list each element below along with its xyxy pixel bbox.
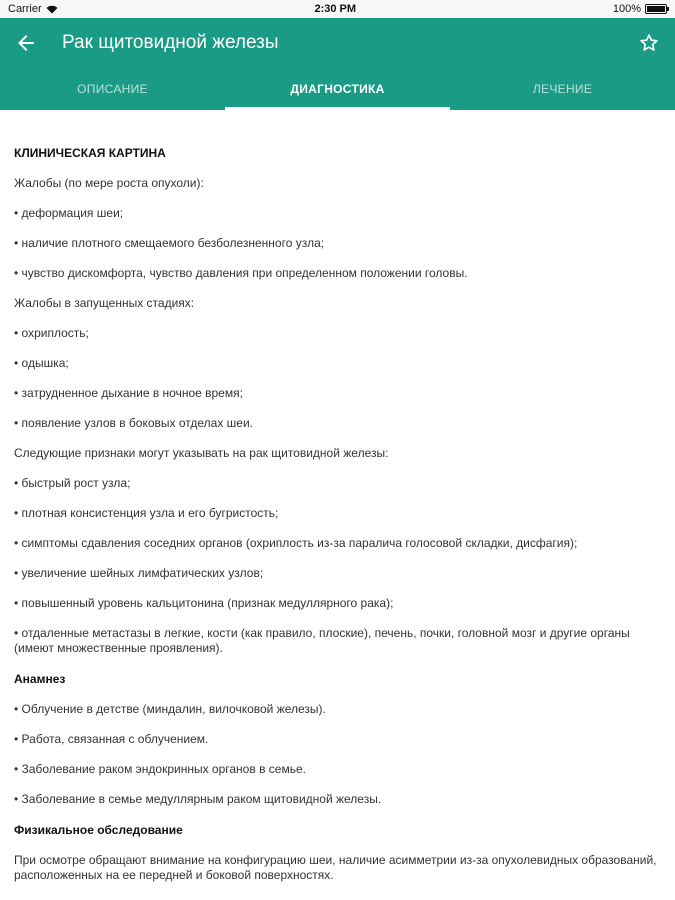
list-item: • одышка; <box>14 356 69 370</box>
battery-icon <box>645 4 667 14</box>
status-time: 2:30 PM <box>314 3 357 15</box>
status-bar <box>0 0 675 18</box>
article-content <box>0 110 675 883</box>
complaints-intro: Жалобы (по мере роста опухоли): <box>14 176 204 190</box>
section-heading-clinical: КЛИНИЧЕСКАЯ КАРТИНА <box>14 146 166 160</box>
back-button[interactable] <box>12 29 40 57</box>
list-item: • Облучение в детстве (миндалин, вилочковой железы). <box>14 702 326 716</box>
tab-diagnostics[interactable]: ДИАГНОСТИКА <box>225 68 450 110</box>
favorite-button[interactable] <box>635 29 663 57</box>
list-item: • отдаленные метастазы в легкие, кости (как правило, плоские), печень, почки, головной мозг и другие органы (имеют множественные проявления). <box>14 626 630 655</box>
tab-treatment[interactable]: ЛЕЧЕНИЕ <box>532 82 593 96</box>
section-heading-physical: Физикальное обследование <box>14 823 183 837</box>
battery-percent: 100% <box>612 3 641 15</box>
status-left <box>8 3 58 15</box>
list-item: • появление узлов в боковых отделах шеи. <box>14 416 253 430</box>
list-item: • Работа, связанная с облучением. <box>14 732 209 746</box>
list-item: • затрудненное дыхание в ночное время; <box>14 386 243 400</box>
app-bar <box>0 18 675 68</box>
list-item: • быстрый рост узла; <box>14 476 131 490</box>
signs-intro: Следующие признаки могут указывать на рак щитовидной железы: <box>14 446 389 460</box>
list-item: • чувство дискомфорта, чувство давления при определенном положении головы. <box>14 266 468 280</box>
late-intro: Жалобы в запущенных стадиях: <box>14 296 195 310</box>
list-item: • симптомы сдавления соседних органов (охриплость из-за паралича голосовой складки, дисфагия); <box>14 536 578 550</box>
list-item: • увеличение шейных лимфатических узлов; <box>14 566 264 580</box>
carrier-label: Carrier <box>8 3 42 15</box>
star-outline-icon <box>639 33 659 53</box>
physical-text: При осмотре обращают внимание на конфигурацию шеи, наличие асимметрии из-за опухолевидных образований, расположенных на ее передней и боковой поверхностях. <box>14 853 657 882</box>
wifi-icon <box>46 5 58 14</box>
tab-bar <box>0 68 675 110</box>
arrow-left-icon <box>17 34 35 52</box>
status-right <box>613 3 667 15</box>
list-item: • плотная консистенция узла и его бугристость; <box>14 506 279 520</box>
tab-description[interactable]: ОПИСАНИЕ <box>77 82 148 96</box>
list-item: • повышенный уровень кальцитонина (признак медуллярного рака); <box>14 596 394 610</box>
list-item: • охриплость; <box>14 326 89 340</box>
section-heading-anamnesis: Анамнез <box>14 672 66 686</box>
list-item: • Заболевание в семье медуллярным раком щитовидной железы. <box>14 792 382 806</box>
list-item: • Заболевание раком эндокринных органов в семье. <box>14 762 306 776</box>
list-item: • наличие плотного смещаемого безболезненного узла; <box>14 236 325 250</box>
page-title: Рак щитовидной железы <box>62 32 279 53</box>
list-item: • деформация шеи; <box>14 206 124 220</box>
